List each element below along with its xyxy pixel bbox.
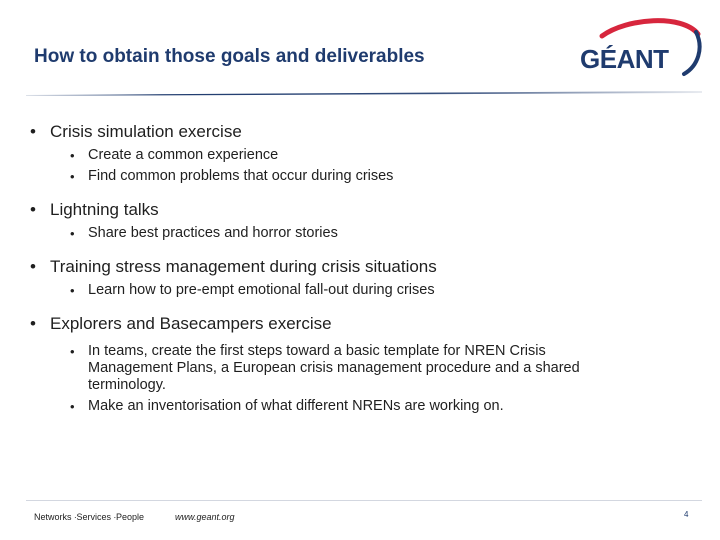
sub-bullet-text: Create a common experience	[88, 147, 279, 163]
bullet-dot-icon: •	[30, 314, 36, 333]
sub-bullet-text: Find common problems that occur during crises	[88, 168, 394, 184]
bullet-item	[30, 121, 690, 143]
sub-bullet-text: Share best practices and horror stories	[88, 225, 338, 241]
sub-bullet-item	[30, 225, 628, 242]
bullet-item	[30, 256, 690, 278]
footer-divider	[26, 500, 702, 501]
bullet-dot-icon: •	[30, 257, 36, 276]
sub-bullet-text: Make an inventorisation of what different NRENs are working on.	[88, 398, 504, 414]
bullet-dot-icon: •	[70, 283, 75, 298]
bullet-item	[30, 313, 690, 335]
sub-bullet-text: Learn how to pre-empt emotional fall-out during crises	[88, 282, 435, 298]
bullet-text: Training stress management during crisis situations	[50, 257, 437, 276]
bullet-dot-icon: •	[70, 344, 75, 359]
footer-tagline: Networks ∙Services ∙People	[34, 512, 145, 522]
page-number: 4	[684, 510, 689, 519]
bullet-text: Crisis simulation exercise	[50, 122, 242, 141]
bullet-dot-icon: •	[70, 226, 75, 241]
bullet-dot-icon: •	[70, 169, 75, 184]
sub-bullet-item	[30, 147, 628, 164]
bullet-list	[30, 121, 690, 415]
footer-url: www.geant.org	[175, 512, 235, 522]
bullet-item	[30, 199, 690, 221]
sub-bullet-text: In teams, create the first steps toward a basic template for NREN Crisis Management Plans, a European crisis management procedure and a shared terminology.	[88, 343, 580, 393]
bullet-dot-icon: •	[70, 148, 75, 163]
sub-bullet-item	[30, 343, 628, 394]
logo-text: GÉANT	[580, 44, 669, 74]
sub-bullet-item	[30, 168, 628, 185]
geant-logo	[572, 18, 704, 78]
bullet-dot-icon: •	[30, 122, 36, 141]
sub-bullet-item	[30, 282, 628, 299]
slide-title: How to obtain those goals and deliverables	[34, 46, 425, 67]
sub-bullet-item	[30, 398, 628, 415]
bullet-text: Lightning talks	[50, 200, 159, 219]
bullet-text: Explorers and Basecampers exercise	[50, 314, 332, 333]
bullet-dot-icon: •	[70, 399, 75, 414]
header-rule	[26, 91, 702, 96]
bullet-dot-icon: •	[30, 200, 36, 219]
